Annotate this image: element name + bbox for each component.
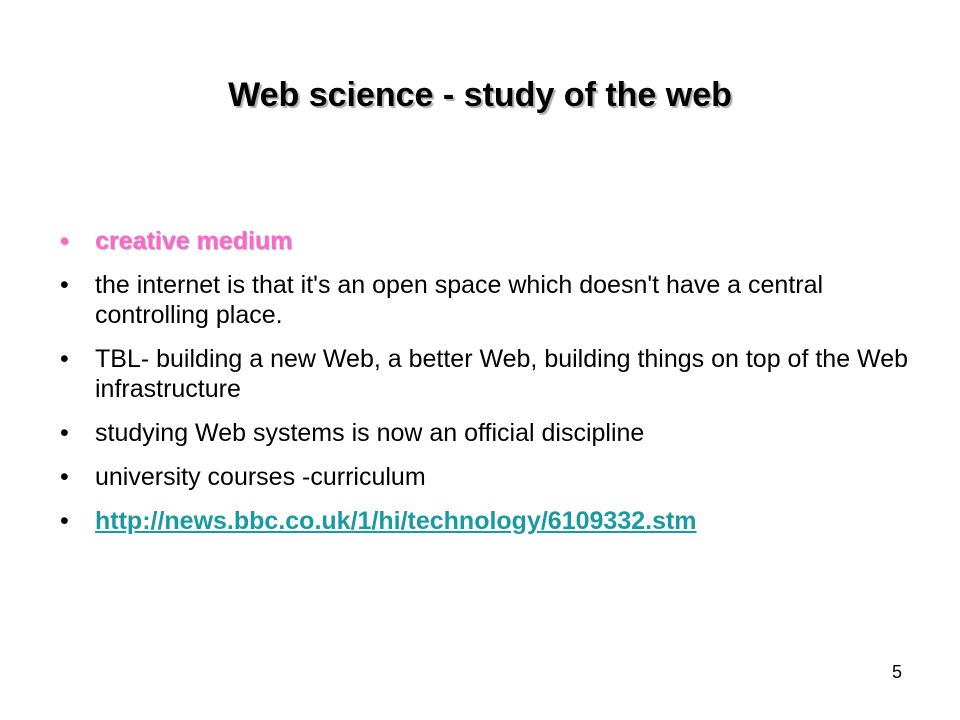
bullet-text: studying Web systems is now an official discipline bbox=[95, 419, 645, 447]
bullet-item-discipline bbox=[60, 418, 910, 448]
bullet-dot-icon: • bbox=[60, 345, 69, 373]
bbc-news-link[interactable]: http://news.bbc.co.uk/1/hi/technology/6109332.stm bbox=[95, 507, 697, 535]
bullet-text: the internet is that it's an open space which doesn't have a central controlling place. bbox=[95, 271, 824, 329]
slide-title: Web science - study of the web bbox=[228, 76, 732, 114]
bullet-dot-icon: • bbox=[60, 271, 69, 299]
bullet-dot-icon: • bbox=[60, 507, 69, 535]
bullet-dot-icon: • bbox=[60, 463, 69, 491]
bullet-item-tbl bbox=[60, 344, 910, 404]
bullet-list bbox=[60, 226, 910, 550]
bullet-text: creative medium bbox=[95, 227, 293, 255]
page-number: 5 bbox=[891, 662, 902, 682]
bullet-dot-icon: • bbox=[60, 227, 69, 255]
bullet-item-courses bbox=[60, 462, 910, 492]
bullet-dot-icon: • bbox=[60, 419, 69, 447]
bullet-item-creative-medium bbox=[60, 226, 910, 256]
bullet-text: TBL- building a new Web, a better Web, building things on top of the Web infrastructure bbox=[95, 345, 909, 403]
bullet-item-link bbox=[60, 506, 910, 536]
bullet-item-open-space bbox=[60, 270, 910, 330]
bullet-text: university courses -curriculum bbox=[95, 463, 426, 491]
